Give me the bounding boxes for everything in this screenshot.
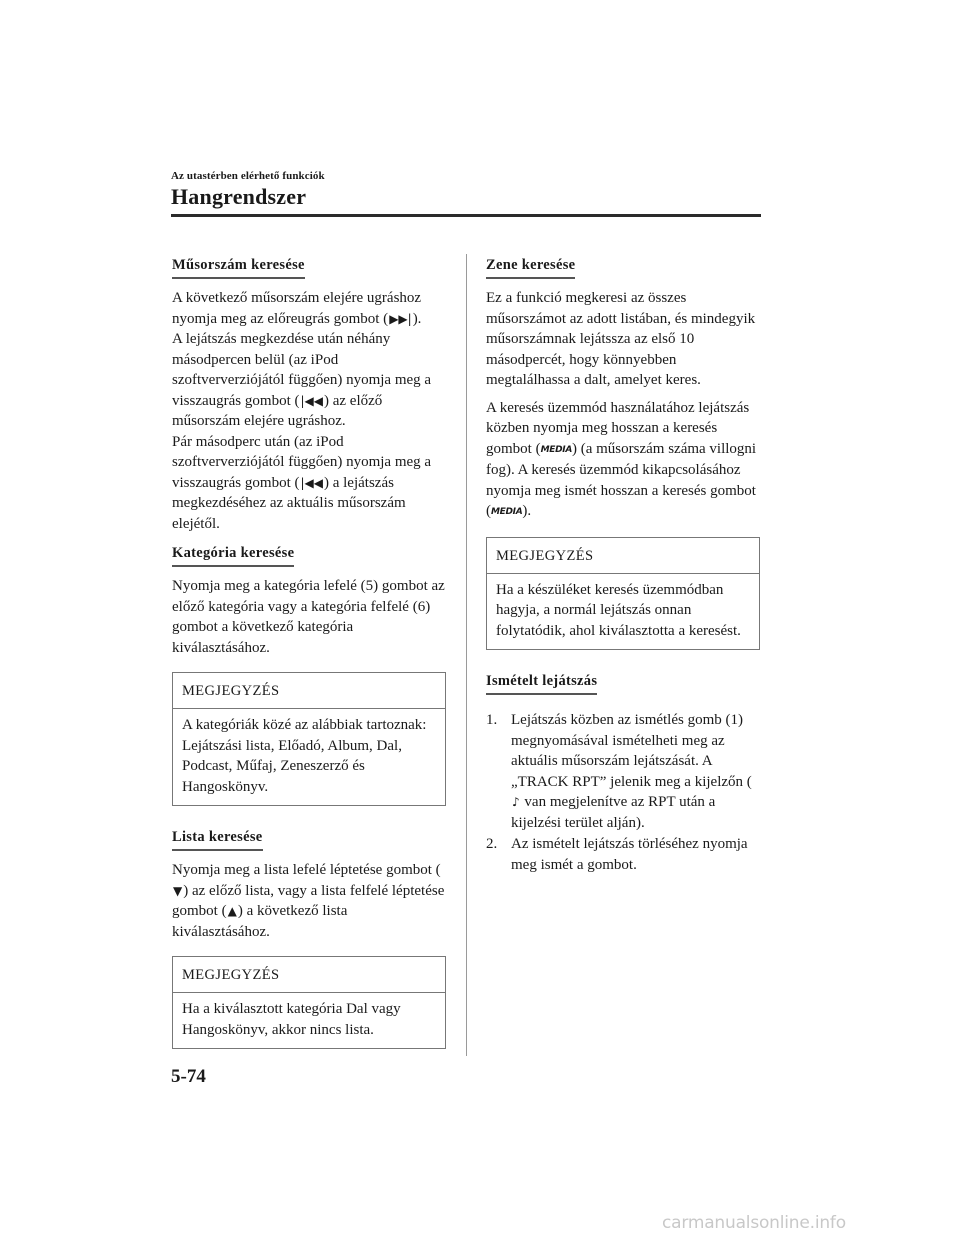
media-button-icon: MEDIA [491,507,523,517]
note-box [486,537,760,651]
up-arrow-icon: ▲ [227,904,237,918]
section-heading-track-search: Műsorszám keresése [172,257,305,279]
right-column [486,256,760,876]
note-title: MEGJEGYZÉS [487,538,759,574]
paragraph: Ez a funkció megkeresi az összes műsorszámot az adott listában, és mindegyik műsorszámnak lejátssza az első 10 másodpercét, hogy könnyebben megtalálhassa a dalt, amelyet keres. [486,290,756,388]
skip-back-icon: |◀◀ [300,475,323,490]
page-title: Hangrendszer [171,184,307,209]
music-note-icon: ♪ [512,795,520,809]
skip-forward-icon: ▶▶| [389,311,412,326]
watermark: carmanualsonline.info [662,1213,846,1233]
skip-back-icon: |◀◀ [300,393,323,408]
note-body: Ha a készüléket keresés üzemmódban hagyja, a normál lejátszás onnan folytatódik, ahol kiválasztotta a keresést. [496,581,741,639]
note-body: Ha a kiválasztott kategória Dal vagy Hangoskönyv, akkor nincs lista. [182,1001,401,1038]
media-button-icon: MEDIA [540,444,572,455]
note-title: MEGJEGYZÉS [173,957,445,993]
title-divider [171,214,761,217]
note-box [172,956,446,1049]
paragraph: Nyomja meg a kategória lefelé (5) gombot az előző kategória vagy a kategória felfelé (6) gombot a következő kategória kiválasztásához. [172,578,445,656]
note-box [172,672,446,806]
page-number: 5-74 [171,1066,206,1087]
column-divider [466,254,467,1056]
section-heading-repeat-play: Ismételt lejátszás [486,673,597,695]
paragraph: Nyomja meg a lista lefelé léptetése gombot (▼) az előző lista, vagy a lista felfelé léptetése gombot (▲) a következő lista kiválasztásához. [172,862,445,940]
left-column [172,256,446,1071]
down-arrow-icon: ▼ [173,883,183,898]
section-heading-music-scan: Zene keresése [486,257,575,279]
paragraph: A keresés üzemmód használatához lejátszás közben nyomja meg hosszan a keresés gombot (MEDIA) (a műsorszám száma villogni fog). A keresés üzemmód kikapcsolásához nyomja meg ismét hosszan a keresés gombot (MEDIA). [486,398,760,523]
breadcrumb: Az utastérben elérhető funkciók [171,170,325,182]
note-body: A kategóriák közé az alábbiak tartoznak: Lejátszási lista, Előadó, Album, Dal, Podcast, Műfaj, Zeneszerző és Hangoskönyv. [182,717,427,795]
list-item: 2. Az ismételt lejátszás törléséhez nyomja meg ismét a gombot. [486,836,748,873]
steps-list [486,710,760,875]
paragraph: A következő műsorszám elejére ugráshoz nyomja meg az előreugrás gombot (▶▶|). A lejátszás megkezdése után néhány másodpercen belül (az iPod szoftververziójától függően) nyomja meg a visszaugrás gombot (|◀◀) az előző műsorszám elejére ugráshoz. Pár másodperc után (az iPod szoftververziójától függően) nyomja meg a visszaugrás gombot (|◀◀) a lejátszás megkezdéséhez az aktuális műsorszám elejétől. [172,290,432,532]
section-heading-list-search: Lista keresése [172,829,263,851]
section-heading-category-search: Kategória keresése [172,545,294,567]
list-item: 1. Lejátszás közben az ismétlés gomb (1) megnyomásával ismételheti meg az aktuális műsorszám lejátszását. A „TRACK RPT” jelenik meg a kijelzőn (♪ van megjelenítve az RPT után a kijelzési terület alján). [486,712,752,831]
note-title: MEGJEGYZÉS [173,673,445,709]
